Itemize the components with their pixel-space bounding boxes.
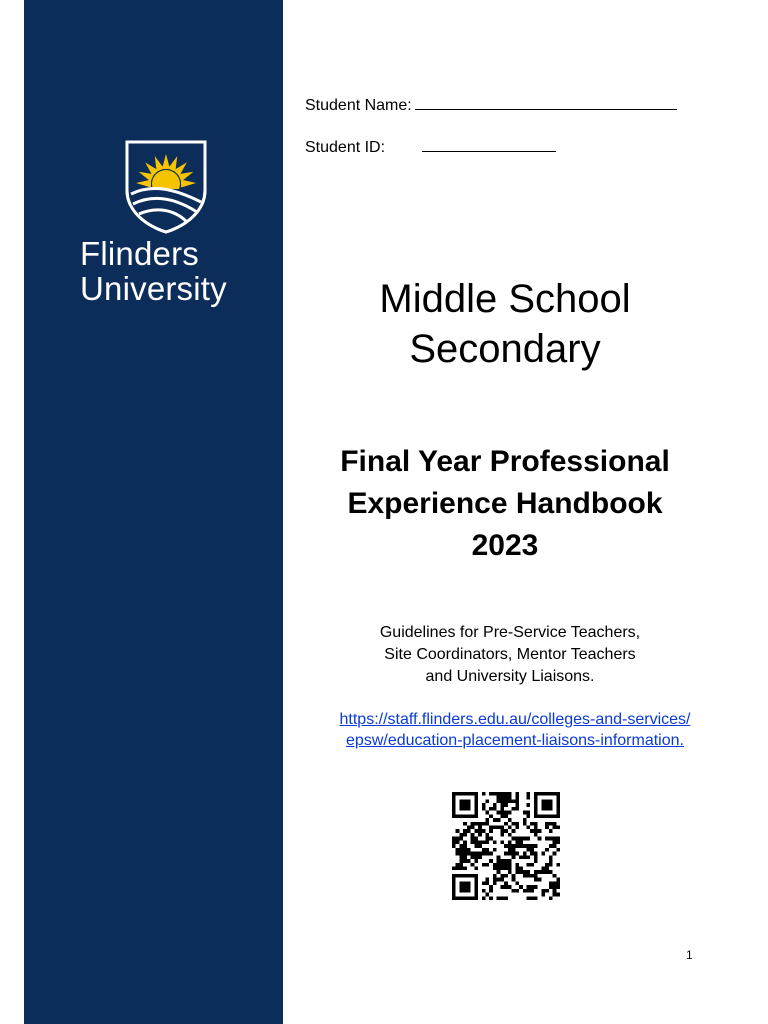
title-line1: Middle School — [379, 277, 631, 321]
guidelines-line1: Guidelines for Pre-Service Teachers, — [379, 624, 641, 641]
guidelines-line2: Site Coordinators, Mentor Teachers — [384, 646, 636, 663]
subtitle-line2: Experience Handbook — [347, 487, 663, 520]
link-line1[interactable]: https://staff.flinders.edu.au/colleges-and-services/ — [339, 711, 691, 728]
subtitle-line3: 2023 — [471, 529, 539, 562]
document-subtitle — [290, 441, 720, 567]
student-name-field — [305, 95, 677, 115]
document-title — [290, 274, 720, 374]
title-line2: Secondary — [409, 327, 601, 371]
student-name-label: Student Name: — [305, 97, 412, 114]
brand-sidebar — [24, 0, 283, 1024]
flinders-crest-icon — [123, 138, 209, 234]
student-id-label: Student ID: — [305, 139, 386, 156]
guidelines-text — [300, 622, 720, 688]
link-line2[interactable]: epsw/education-placement-liaisons-information. — [346, 732, 684, 749]
university-name-line1: Flinders — [80, 235, 199, 272]
university-wordmark — [80, 236, 280, 306]
student-id-blank[interactable] — [422, 137, 556, 152]
placement-info-link[interactable] — [300, 709, 730, 751]
qr-code-icon — [447, 792, 565, 900]
university-name-line2: University — [80, 270, 227, 307]
subtitle-line1: Final Year Professional — [340, 445, 670, 478]
student-name-blank[interactable] — [415, 95, 677, 110]
page-number: 1 — [686, 948, 693, 962]
student-id-field — [305, 137, 556, 157]
guidelines-line3: and University Liaisons. — [425, 668, 595, 685]
